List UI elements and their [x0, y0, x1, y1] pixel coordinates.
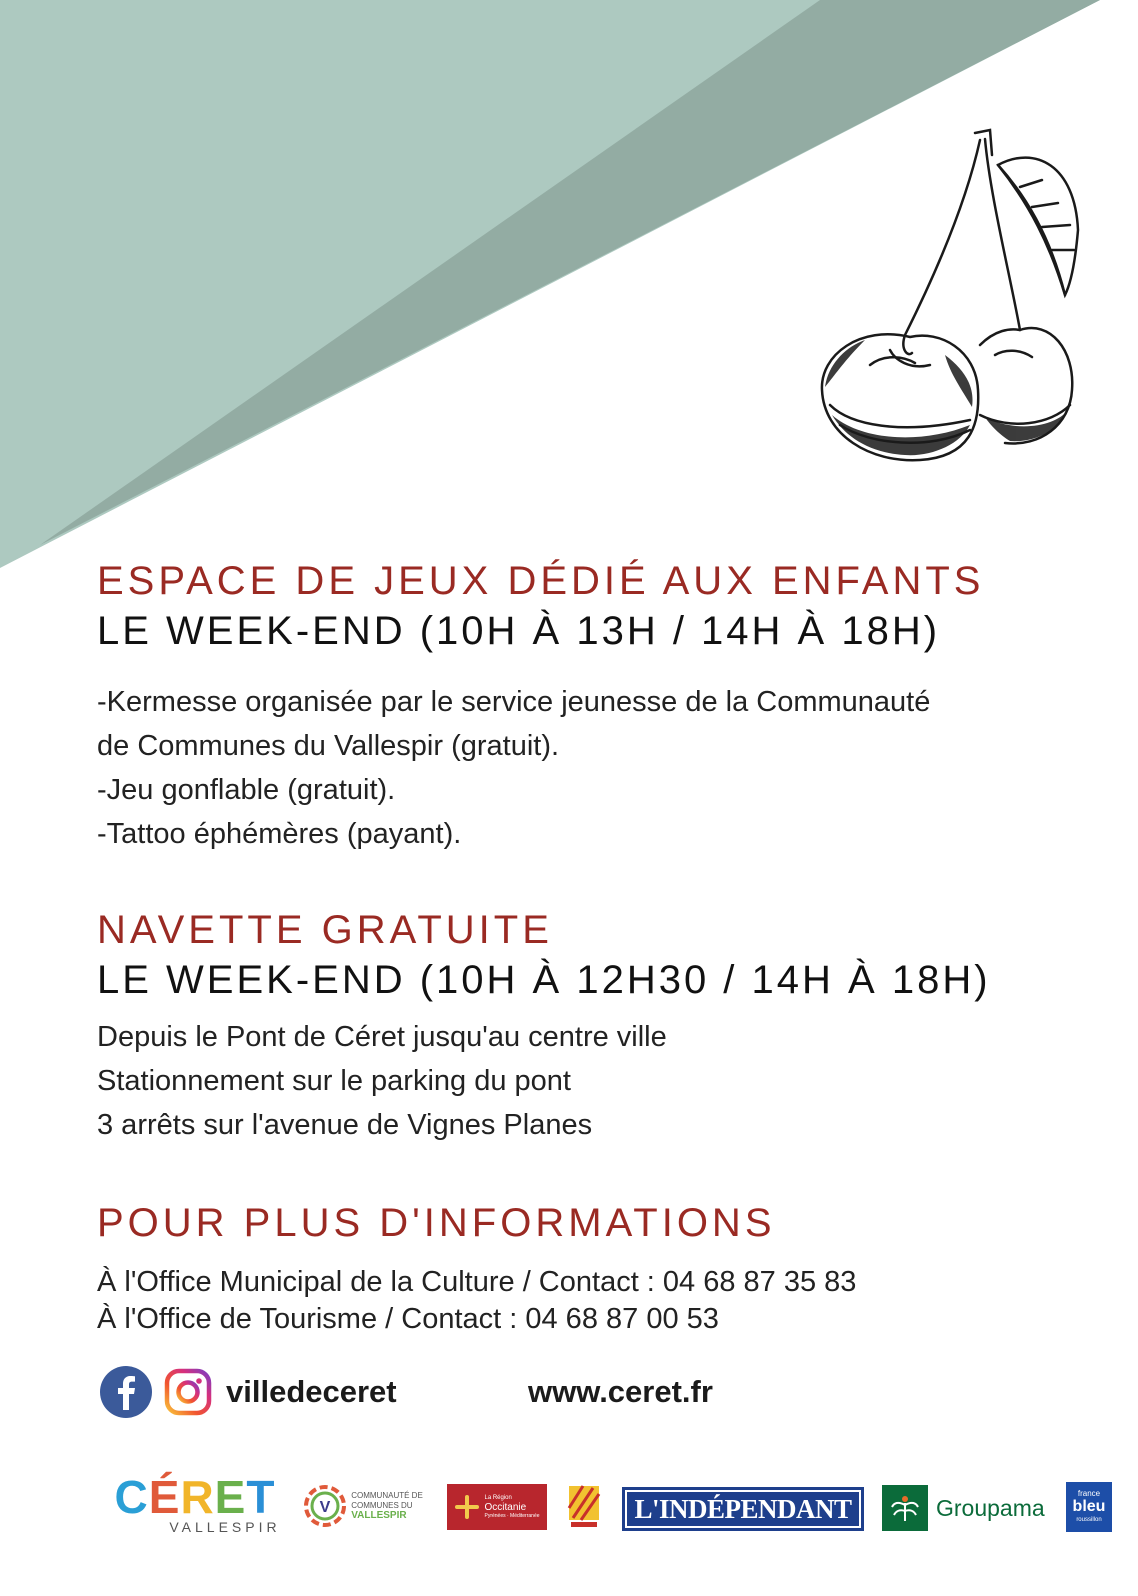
detail-line: -Tattoo éphémères (payant). [97, 818, 462, 850]
communaute-emblem-icon [303, 1484, 347, 1528]
kids-games-heading: ESPACE DE JEUX DÉDIÉ AUX ENFANTS [97, 559, 985, 603]
detail-line: Depuis le Pont de Céret jusqu'au centre ville [97, 1021, 667, 1053]
catalan-stripes-icon [567, 1484, 601, 1530]
ceret-logo-main: CÉRET [114, 1471, 276, 1523]
website-link[interactable]: www.ceret.fr [528, 1374, 713, 1409]
francebleu-line2: bleu [1072, 1498, 1106, 1515]
info-heading: POUR PLUS D'INFORMATIONS [97, 1201, 776, 1245]
groupama-text: Groupama [936, 1494, 1045, 1521]
detail-line: 3 arrêts sur l'avenue de Vignes Planes [97, 1109, 593, 1141]
francebleu-logo [1066, 1482, 1112, 1532]
communaute-logo [298, 1480, 428, 1532]
occitanie-line3: Pyrénées · Méditerranée [484, 1512, 540, 1519]
contact-line: À l'Office Municipal de la Culture / Contact : 04 68 87 35 83 [97, 1266, 857, 1298]
social-handle[interactable]: villedeceret [226, 1374, 397, 1409]
groupama-emblem-icon [882, 1485, 928, 1531]
detail-line: de Communes du Vallespir (gratuit). [97, 730, 560, 762]
kids-games-section [97, 558, 1108, 856]
groupama-logo [882, 1485, 1050, 1531]
occitanie-line2: Occitanie [484, 1501, 527, 1513]
shuttle-heading: NAVETTE GRATUITE [97, 908, 553, 952]
facebook-icon[interactable] [100, 1366, 152, 1418]
departement-logo [567, 1484, 601, 1530]
detail-line: -Jeu gonflable (gratuit). [97, 774, 396, 806]
kids-games-schedule: LE WEEK-END (10H À 13H / 14H À 18H) [97, 609, 941, 653]
communaute-line3: VALLESPIR [351, 1510, 407, 1521]
ceret-logo-sub: VALLESPIR [169, 1519, 281, 1535]
shuttle-schedule: LE WEEK-END (10H À 12H30 / 14H À 18H) [97, 958, 991, 1002]
independant-text: L'INDÉPENDANT [634, 1493, 852, 1524]
communaute-line2: COMMUNES DU [351, 1501, 413, 1510]
kids-games-details [97, 680, 1108, 856]
contact-line: À l'Office de Tourisme / Contact : 04 68 87 00 53 [97, 1303, 719, 1335]
info-contacts [97, 1264, 1108, 1338]
francebleu-line1: france [1077, 1489, 1101, 1498]
instagram-icon[interactable] [162, 1366, 214, 1418]
shuttle-details [97, 1015, 1108, 1147]
independant-logo [622, 1487, 864, 1531]
communaute-line1: COMMUNAUTÉ DE [351, 1491, 423, 1500]
occitanie-logo [447, 1484, 547, 1530]
cherry-illustration [820, 125, 1100, 475]
ceret-logo [105, 1470, 285, 1540]
occitan-cross-icon [454, 1494, 480, 1520]
francebleu-line3: roussillon [1076, 1517, 1102, 1523]
svg-text:V: V [319, 1499, 331, 1516]
sponsor-logos [100, 1470, 1130, 1550]
info-section [97, 1200, 1108, 1338]
shuttle-section [97, 907, 1108, 1147]
social-row [100, 1366, 397, 1418]
occitanie-line1: La Région [484, 1494, 512, 1501]
detail-line: -Kermesse organisée par le service jeunesse de la Communauté [97, 686, 931, 718]
detail-line: Stationnement sur le parking du pont [97, 1065, 571, 1097]
